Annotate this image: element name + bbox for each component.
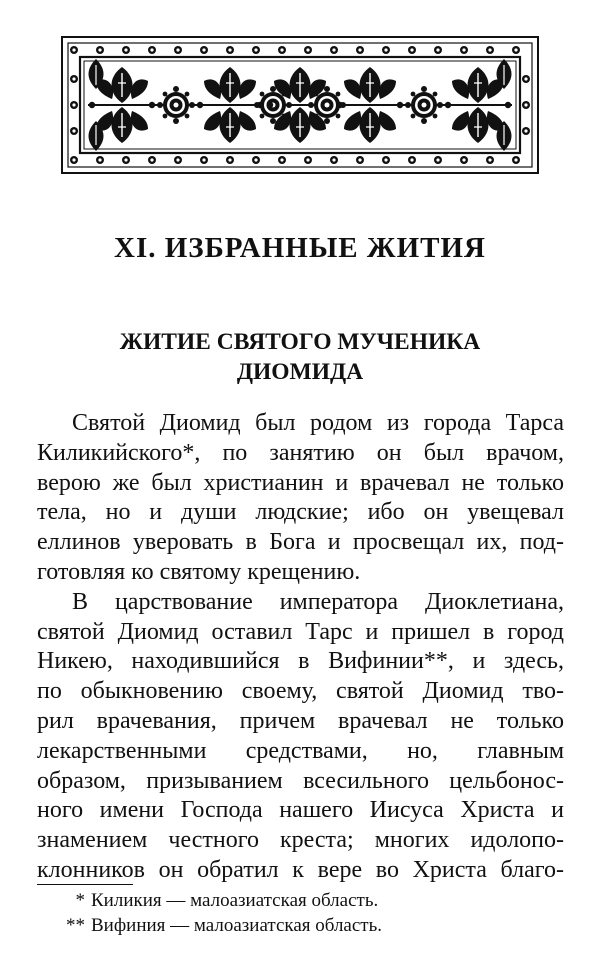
chapter-title: XI. ИЗБРАННЫЕ ЖИТИЯ	[114, 232, 486, 264]
footnote-text: Вифиния — малоазиатская область.	[91, 915, 383, 936]
footnotes	[37, 888, 564, 938]
body-line: знамением честного креста; многих идолопо-	[37, 827, 564, 854]
body-line: тела, но и души людские; ибо он увещевал	[37, 499, 564, 526]
body-line: Святой Диомид был родом из города Тарса	[72, 410, 564, 436]
body-line: еллинов уверовать в Бога и просвещал их, под-	[37, 529, 564, 556]
footnote-mark: *	[75, 890, 85, 911]
section-title	[60, 327, 540, 387]
body-text	[37, 409, 564, 886]
ornament-scallops-top	[70, 46, 520, 54]
footnote-divider	[37, 884, 133, 885]
body-line: клонников он обратил к вере во Христа благо-	[37, 856, 564, 883]
body-line: ного имени Господа нашего Иисуса Христа и	[37, 797, 564, 824]
footnote-text: Киликия — малоазиатская область.	[91, 890, 379, 911]
section-title-line: ДИОМИДА	[236, 359, 364, 385]
body-line: рил врачевания, причем врачевал не только	[37, 707, 564, 734]
body-line: Никею, находившийся в Вифинии**, и здесь,	[37, 648, 564, 675]
footnote-mark: **	[66, 915, 85, 936]
body-line: по обыкновению своему, святой Диомид тво-	[37, 678, 564, 705]
section-title-line: ЖИТИЕ СВЯТОГО МУЧЕНИКА	[119, 329, 481, 355]
ornamental-border-header	[60, 35, 540, 175]
body-line: готовляя ко святому крещению.	[37, 558, 361, 585]
body-line: Киликийского*, по занятию он был врачом,	[37, 439, 564, 466]
body-line: святой Диомид оставил Тарс и пришел в город	[37, 618, 564, 645]
body-line: верою же был христианин и врачевал не только	[37, 469, 564, 496]
body-line: образом, призыванием всесильного цельбонос-	[37, 767, 564, 794]
body-line: лекарственными средствами, но, главным	[37, 737, 564, 764]
ornament-center-band	[88, 59, 512, 151]
ornament-scallops-bottom	[70, 156, 520, 164]
footnote	[37, 913, 564, 938]
footnote	[37, 888, 564, 913]
body-line: В царствование императора Диоклетиана,	[72, 588, 564, 615]
